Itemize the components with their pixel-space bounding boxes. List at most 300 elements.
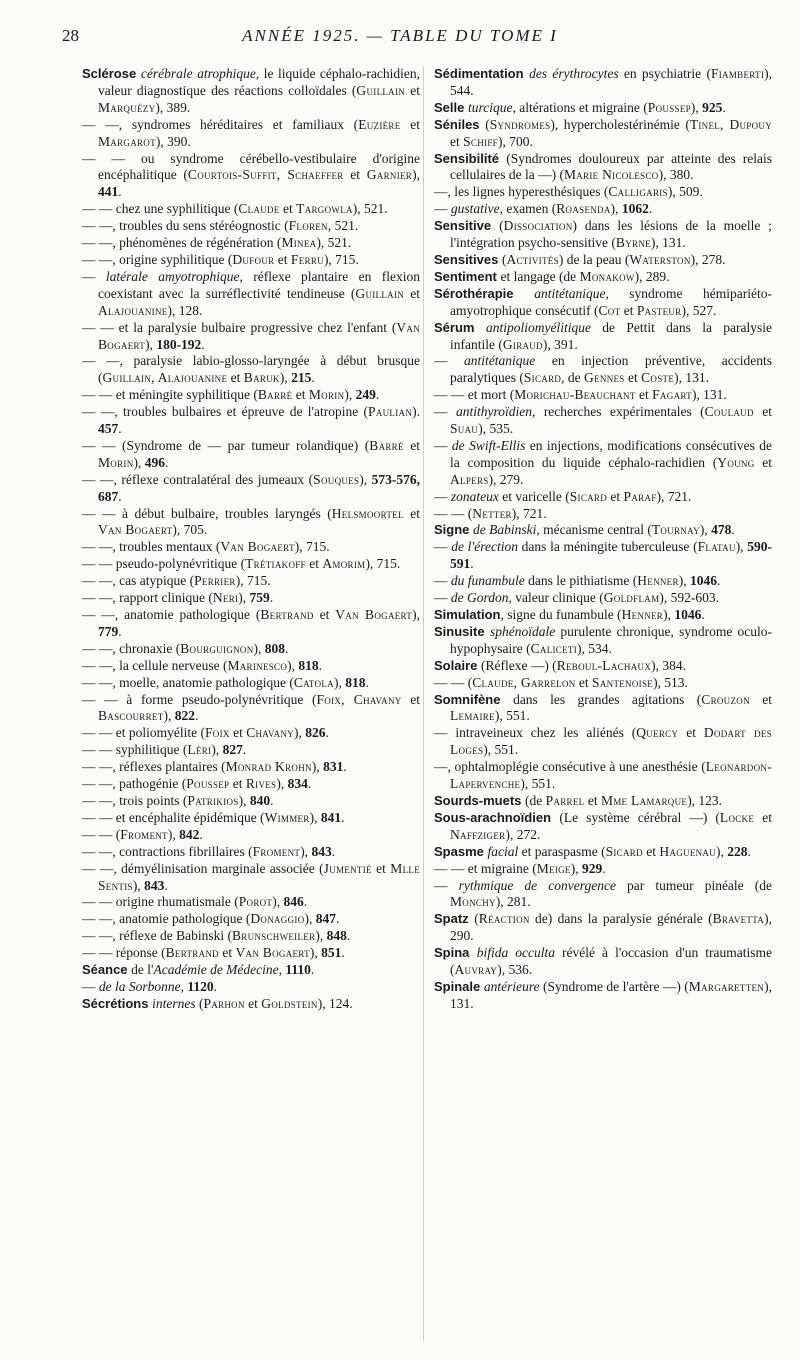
entry-text: et bbox=[754, 454, 772, 470]
index-entry bbox=[434, 320, 772, 354]
entry-text: et bbox=[292, 387, 309, 403]
entry-page-ref: 1120 bbox=[187, 978, 214, 994]
entry-text: en injections, modifications consécutives de la composition du liquide céphalo-rachidien ( bbox=[450, 437, 772, 470]
index-entry bbox=[434, 844, 772, 861]
entry-author: Claude, Garrelon bbox=[472, 674, 576, 690]
entry-page-ref: 1046 bbox=[674, 607, 702, 622]
entry-headword: Spasme bbox=[434, 843, 488, 859]
index-entry bbox=[82, 320, 420, 354]
entry-italic-term: antitétanique bbox=[534, 285, 606, 301]
entry-text: . bbox=[341, 945, 345, 961]
entry-author: Baruk bbox=[243, 370, 280, 386]
entry-text: ), 535. bbox=[478, 421, 514, 437]
entry-author: Tinel, Dupouy bbox=[689, 116, 772, 132]
entry-text: . bbox=[701, 607, 705, 622]
entry-headword: Spatz bbox=[434, 911, 475, 927]
entry-author: Marinesco bbox=[227, 657, 288, 673]
entry-text: et bbox=[227, 370, 244, 386]
index-entry bbox=[434, 100, 772, 117]
entry-text: ), 705. bbox=[172, 522, 208, 538]
entry-author: Caliceti bbox=[530, 640, 578, 656]
entry-text: . bbox=[269, 590, 274, 606]
entry-headword: Simulation bbox=[434, 607, 501, 622]
index-entry bbox=[434, 269, 772, 286]
entry-text: et bbox=[229, 725, 247, 741]
entry-text: ), bbox=[211, 742, 223, 758]
running-title: ANNÉE 1925. — TABLE DU TOME I bbox=[242, 26, 558, 45]
entry-page-ref: 441 bbox=[98, 184, 119, 200]
entry-text: . bbox=[118, 623, 122, 639]
entry-text: — —, chronaxie ( bbox=[82, 640, 181, 656]
entry-page-ref: 842 bbox=[179, 826, 200, 842]
entry-text: — bbox=[434, 590, 451, 606]
entry-page-ref: 457 bbox=[98, 421, 119, 437]
entry-text: — —, réflexe de Babinski ( bbox=[82, 928, 232, 944]
index-entry bbox=[434, 759, 772, 793]
entry-text: . bbox=[648, 201, 653, 217]
entry-text: , bbox=[180, 978, 188, 994]
entry-author: Barré bbox=[257, 387, 293, 403]
entry-text: — —, démyélinisation marginale associée ( bbox=[82, 860, 324, 876]
entry-text: et bbox=[635, 387, 653, 403]
entry-italic-term: bifida occulta bbox=[476, 945, 555, 961]
entry-author: Lemaire bbox=[450, 708, 495, 724]
entry-author: Neri bbox=[212, 590, 239, 606]
index-entry bbox=[82, 387, 420, 404]
entry-text: ), bbox=[735, 539, 748, 555]
entry-text: ), 124. bbox=[317, 995, 353, 1011]
entry-text: — — et poliomyélite ( bbox=[82, 725, 205, 741]
index-entry bbox=[82, 692, 420, 726]
entry-text: purulente chronique, syndrome oculo-hypophysaire ( bbox=[450, 623, 772, 656]
index-entry bbox=[434, 286, 772, 320]
entry-text: — — à début bulbaire, troubles laryngés ( bbox=[82, 505, 332, 521]
entry-text: — bbox=[82, 978, 99, 994]
entry-author: Auvray bbox=[454, 962, 498, 978]
entry-text: et bbox=[642, 843, 660, 859]
index-entry bbox=[82, 742, 420, 759]
entry-text: ), bbox=[699, 522, 712, 538]
entry-page-ref: 249 bbox=[355, 387, 376, 403]
entry-text: — intraveineux chez les aliénés ( bbox=[434, 725, 637, 741]
entry-author: Fiamberti bbox=[710, 66, 765, 81]
entry-author: Poussep bbox=[647, 99, 691, 115]
entry-text: ), bbox=[253, 640, 265, 656]
index-entry bbox=[82, 201, 420, 218]
entry-text: — — et encéphalite épidémique ( bbox=[82, 809, 265, 825]
entry-text: et bbox=[607, 488, 624, 504]
entry-text: ), 521. bbox=[352, 201, 388, 217]
entry-text: , le liquide céphalo-rachidien, valeur diagnostique des réactions colloïdales ( bbox=[98, 66, 420, 98]
entry-author: Minea bbox=[281, 235, 317, 251]
index-entry bbox=[434, 353, 772, 387]
entry-page-ref: 827 bbox=[222, 742, 243, 758]
entry-text: ), 128. bbox=[167, 302, 203, 318]
entry-text: ), 551. bbox=[520, 776, 556, 792]
index-entry bbox=[434, 438, 772, 489]
entry-author: Calligaris bbox=[608, 184, 668, 200]
entry-author: Bascourret bbox=[98, 708, 164, 724]
entry-text: ), bbox=[311, 759, 324, 775]
index-entry bbox=[82, 894, 420, 911]
index-entry bbox=[434, 692, 772, 726]
entry-text: ), 290. bbox=[450, 911, 772, 944]
entry-text: ), 527. bbox=[681, 302, 717, 318]
entry-text: ), bbox=[309, 945, 322, 961]
entry-author: Margaretten bbox=[688, 978, 765, 994]
entry-text: dans la méningite tuberculeuse ( bbox=[517, 539, 698, 555]
entry-text: . bbox=[118, 421, 122, 437]
index-entry bbox=[82, 827, 420, 844]
entry-text: — bbox=[434, 488, 451, 504]
index-entry bbox=[434, 506, 772, 523]
entry-text: dans les grandes agitations ( bbox=[513, 691, 702, 707]
entry-text: . bbox=[307, 776, 312, 792]
entry-author: Amorim bbox=[322, 556, 366, 572]
entry-page-ref: 779 bbox=[98, 623, 119, 639]
entry-text: — — et méningite syphilitique ( bbox=[82, 387, 258, 403]
entry-author: Mlle Sentis bbox=[98, 860, 420, 893]
entry-text: — — ( bbox=[82, 826, 121, 842]
entry-text: — — (Syndrome de — par tumeur rolandique) ( bbox=[82, 437, 370, 453]
index-entry bbox=[434, 793, 772, 810]
entry-italic-term: internes bbox=[152, 995, 196, 1011]
index-entry bbox=[434, 151, 772, 185]
entry-text: ), bbox=[279, 370, 292, 386]
entry-text: . bbox=[213, 978, 218, 994]
entry-text: et bbox=[400, 116, 421, 132]
entry-author: Trétiakoff bbox=[245, 556, 306, 572]
index-entry bbox=[82, 404, 420, 438]
entry-headword: Séance bbox=[82, 962, 132, 978]
entry-text: ), 544. bbox=[450, 66, 772, 98]
entry-author: Euzière bbox=[358, 116, 401, 132]
entry-text: et paraspasme ( bbox=[518, 843, 606, 859]
entry-text: ), 715. bbox=[235, 573, 271, 589]
index-entry bbox=[82, 928, 420, 945]
entry-text: et bbox=[244, 995, 262, 1011]
entry-author: Activités bbox=[506, 251, 559, 267]
entry-author: Wimmer bbox=[264, 809, 310, 825]
index-entry bbox=[82, 725, 420, 742]
index-entry bbox=[82, 607, 420, 641]
entry-page-ref: 843 bbox=[311, 843, 332, 859]
entry-text: . bbox=[318, 657, 323, 673]
entry-text: — —, troubles bulbaires et épreuve de l'atropine ( bbox=[82, 404, 369, 420]
index-entry bbox=[434, 387, 772, 404]
entry-author: Léri bbox=[187, 742, 212, 758]
entry-author: Quercy bbox=[636, 725, 679, 741]
entry-author: Young bbox=[717, 454, 755, 470]
entry-text: ), 715. bbox=[294, 539, 330, 555]
entry-text: ), 391. bbox=[542, 336, 578, 352]
index-entry bbox=[434, 539, 772, 573]
entry-text: ), bbox=[145, 336, 157, 352]
entry-author: Dissociation bbox=[503, 218, 573, 234]
entry-text: — —, cas atypique ( bbox=[82, 573, 195, 589]
entry-text: ), 131. bbox=[650, 235, 686, 251]
entry-author: Sicard bbox=[569, 488, 608, 504]
entry-italic-term: antipoliomyélitique bbox=[486, 319, 591, 335]
entry-text: et bbox=[450, 133, 464, 149]
entry-text: révélé à l'occasion d'un traumatisme ( bbox=[450, 945, 772, 978]
index-entry bbox=[434, 675, 772, 692]
entry-author: Parhon bbox=[203, 995, 245, 1011]
entry-author: Coste bbox=[641, 370, 675, 386]
entry-text: ), 521. bbox=[316, 235, 352, 251]
entry-author: Paraf bbox=[623, 488, 657, 504]
entry-italic-term: gustative bbox=[450, 201, 500, 217]
entry-text: ), bbox=[412, 167, 420, 183]
index-entry bbox=[82, 675, 420, 692]
index-entry bbox=[82, 759, 420, 776]
index-entry bbox=[434, 878, 772, 912]
entry-text: et varicelle ( bbox=[498, 488, 570, 504]
entry-text: ), 700. bbox=[497, 133, 533, 149]
entry-text: . bbox=[303, 894, 308, 910]
entry-author: Henner bbox=[621, 607, 664, 622]
index-entry bbox=[434, 725, 772, 759]
entry-author: Meige bbox=[536, 860, 571, 876]
index-entry bbox=[82, 539, 420, 556]
entry-text: . bbox=[747, 843, 751, 859]
entry-text: . bbox=[602, 860, 606, 876]
entry-author: Dodart des Loges bbox=[450, 725, 772, 758]
entry-author: Parrel bbox=[545, 792, 585, 808]
entry-text: . bbox=[470, 556, 474, 572]
entry-text: . bbox=[285, 640, 289, 656]
entry-text: ), bbox=[678, 573, 691, 589]
entry-author: Targowla bbox=[296, 201, 353, 217]
entry-text: — bbox=[434, 201, 451, 217]
entry-author: Bourguignon bbox=[180, 640, 254, 656]
page-number: 28 bbox=[62, 26, 79, 45]
entry-author: Morichau-Beauchant bbox=[514, 387, 636, 403]
entry-text: de) dans la paralysie générale ( bbox=[529, 911, 713, 927]
entry-headword: Sourds-muets bbox=[434, 792, 526, 808]
entry-text: ), bbox=[315, 928, 327, 944]
entry-text: ), bbox=[309, 809, 321, 825]
entry-author: Sicard bbox=[605, 843, 643, 859]
entry-text: et bbox=[405, 82, 421, 98]
entry-text: . bbox=[311, 370, 315, 386]
entry-page-ref: 851 bbox=[321, 945, 342, 961]
index-entry bbox=[82, 472, 420, 506]
entry-text: — — à forme pseudo-polynévritique ( bbox=[82, 691, 317, 707]
entry-author: Morin bbox=[308, 387, 345, 403]
entry-author: Reboul-Lachaux bbox=[556, 657, 652, 673]
entry-text: et bbox=[305, 556, 323, 572]
entry-page-ref: 840 bbox=[249, 792, 271, 808]
entry-text: ), bbox=[663, 607, 675, 622]
entry-text: ), bbox=[304, 911, 316, 927]
entry-author: Tournay bbox=[651, 522, 700, 538]
entry-headword: Solaire bbox=[434, 657, 481, 673]
entry-headword: Sensitives bbox=[434, 251, 502, 267]
entry-text: ), bbox=[238, 792, 250, 808]
entry-page-ref: 590-591 bbox=[450, 539, 772, 572]
entry-text: ( bbox=[195, 995, 204, 1011]
entry-author: Poussep bbox=[186, 776, 230, 792]
entry-text: en psychiatrie ( bbox=[618, 66, 711, 81]
index-entry bbox=[82, 353, 420, 387]
entry-text: — —, réflexes plantaires ( bbox=[82, 759, 226, 775]
entry-text: ( bbox=[499, 218, 504, 234]
entry-headword: Séniles bbox=[434, 116, 486, 132]
entry-author: Giraud bbox=[502, 336, 543, 352]
entry-text: . bbox=[346, 928, 351, 944]
entry-text: ), 131. bbox=[450, 978, 772, 1011]
index-entry bbox=[82, 151, 420, 202]
entry-author: Crouzon bbox=[701, 691, 750, 707]
entry-text: ), bbox=[412, 607, 420, 622]
entry-author: Naffziger bbox=[450, 826, 506, 842]
entry-italic-term: Académie de Médecine bbox=[153, 962, 279, 978]
index-entry bbox=[82, 641, 420, 658]
entry-text: — —, la cellule nerveuse ( bbox=[82, 657, 228, 673]
index-entry bbox=[82, 776, 420, 793]
index-entry bbox=[434, 624, 772, 658]
entry-text: — —, trois points ( bbox=[82, 792, 188, 808]
entry-text: ), bbox=[359, 471, 372, 487]
entry-text: ), bbox=[333, 674, 346, 690]
entry-headword: Sensibilité bbox=[434, 150, 507, 166]
entry-author: Bertrand bbox=[260, 607, 314, 622]
entry-text: — —, syndromes héréditaires et familiaux ( bbox=[82, 116, 359, 132]
entry-italic-term: facial bbox=[487, 843, 519, 859]
entry-text: et bbox=[229, 776, 246, 792]
entry-text: — bbox=[434, 404, 456, 420]
entry-text: — —, anatomie pathologique ( bbox=[82, 911, 251, 927]
entry-author: Mme Lamarque bbox=[600, 792, 688, 808]
entry-author: Souques bbox=[313, 471, 360, 487]
entry-headword: Sentiment bbox=[434, 268, 501, 284]
index-entry bbox=[82, 979, 420, 996]
entry-text: — — origine rhumatismale ( bbox=[82, 894, 239, 910]
entry-author: Van Bogaert bbox=[98, 522, 173, 538]
entry-page-ref: 180-192 bbox=[156, 336, 202, 352]
entry-author: Waterston bbox=[629, 251, 691, 267]
entry-text: et langage (de bbox=[500, 268, 580, 284]
entry-text: ), 721. bbox=[511, 505, 547, 521]
entry-page-ref: 478 bbox=[711, 522, 732, 538]
entry-author: Bertrand bbox=[165, 945, 219, 961]
entry-text: ), bbox=[276, 776, 288, 792]
index-entry bbox=[82, 844, 420, 861]
entry-author: Froment bbox=[252, 843, 301, 859]
entry-text: et bbox=[403, 505, 420, 521]
entry-text: — — et mort ( bbox=[434, 387, 515, 403]
entry-author: Ferru bbox=[290, 251, 324, 267]
index-entry bbox=[82, 438, 420, 472]
index-entry bbox=[82, 962, 420, 979]
index-entry bbox=[434, 861, 772, 878]
entry-text: ), bbox=[293, 725, 306, 741]
entry-page-ref: 925 bbox=[702, 99, 723, 115]
entry-headword: Selle bbox=[434, 99, 468, 115]
index-entry bbox=[82, 793, 420, 810]
index-column-right bbox=[434, 66, 772, 1013]
entry-page-ref: 573-576, 687 bbox=[98, 471, 420, 504]
index-entry bbox=[82, 861, 420, 895]
entry-headword: Spina bbox=[434, 945, 477, 961]
index-entry bbox=[434, 607, 772, 624]
entry-headword: Sédimentation bbox=[434, 66, 530, 81]
entry-author: Fagart bbox=[652, 387, 692, 403]
entry-text: . bbox=[325, 725, 329, 741]
entry-text: et bbox=[371, 860, 391, 876]
entry-text: — —, réflexe contralatéral des jumeaux ( bbox=[82, 471, 314, 487]
entry-text: ( bbox=[501, 251, 507, 267]
entry-author: Marie Nicolesco bbox=[563, 167, 659, 183]
entry-author: Catola bbox=[293, 674, 334, 690]
entry-author: Patrikios bbox=[187, 792, 239, 808]
entry-text: — —, troubles du sens stéréognostic ( bbox=[82, 218, 289, 234]
entry-author: Goldflam bbox=[603, 590, 660, 606]
entry-page-ref: 818 bbox=[345, 674, 366, 690]
entry-text: . bbox=[165, 454, 169, 470]
entry-page-ref: 759 bbox=[249, 590, 270, 606]
entry-italic-term: latérale amyotrophique bbox=[105, 268, 240, 284]
entry-text: , syndrome hémipariéto-amyotrophique consécutif ( bbox=[450, 285, 772, 318]
entry-author: Van Bogaert bbox=[98, 319, 420, 352]
entry-text: ), 289. bbox=[634, 268, 670, 284]
entry-text: . bbox=[343, 759, 347, 775]
entry-text: , examen ( bbox=[499, 201, 557, 217]
entry-author: Garnier bbox=[366, 167, 413, 183]
entry-text: ), bbox=[133, 454, 145, 470]
entry-headword: Sécrétions bbox=[82, 995, 153, 1011]
entry-text: ), bbox=[570, 860, 582, 876]
entry-page-ref: 846 bbox=[283, 894, 304, 910]
index-entry bbox=[82, 252, 420, 269]
entry-text: ), 715. bbox=[365, 556, 401, 572]
entry-italic-term: des érythrocytes bbox=[529, 66, 619, 81]
entry-text: , mécanisme central ( bbox=[536, 522, 652, 538]
entry-text: — — ou syndrome cérébello-vestibulaire d'origine encéphalitique ( bbox=[82, 150, 420, 183]
entry-author: Netter bbox=[472, 505, 512, 521]
entry-page-ref: 496 bbox=[144, 454, 166, 470]
entry-text: et bbox=[401, 691, 420, 707]
index-entry bbox=[434, 658, 772, 675]
entry-author: Paulian bbox=[368, 404, 413, 420]
entry-text: — bbox=[434, 437, 452, 453]
index-entry bbox=[82, 66, 420, 117]
entry-text: et bbox=[313, 607, 336, 622]
entry-text: ), 534. bbox=[577, 640, 612, 656]
entry-text: et bbox=[753, 404, 772, 420]
entry-text: . bbox=[331, 843, 336, 859]
entry-text: et bbox=[584, 792, 601, 808]
entry-text: ), 131. bbox=[691, 387, 727, 403]
index-entry bbox=[82, 573, 420, 590]
entry-author: Helsmoortel bbox=[331, 505, 404, 521]
entry-author: Bravetta bbox=[712, 911, 765, 927]
entry-author: Monrad Krohn bbox=[225, 759, 312, 775]
entry-author: Donaggio bbox=[250, 911, 305, 927]
entry-author: Guillain bbox=[356, 82, 406, 98]
entry-italic-term: de Gordon bbox=[450, 590, 509, 606]
entry-text: . bbox=[118, 184, 122, 200]
entry-page-ref: 822 bbox=[174, 708, 196, 724]
index-entry bbox=[82, 218, 420, 235]
entry-italic-term: rythmique de convergence bbox=[458, 877, 616, 893]
entry-text: et bbox=[279, 201, 297, 217]
entry-text: — — ( bbox=[434, 674, 473, 690]
entry-text: et bbox=[403, 437, 421, 453]
entry-text: ), 272. bbox=[505, 826, 541, 842]
entry-text: ), 131. bbox=[674, 370, 709, 386]
